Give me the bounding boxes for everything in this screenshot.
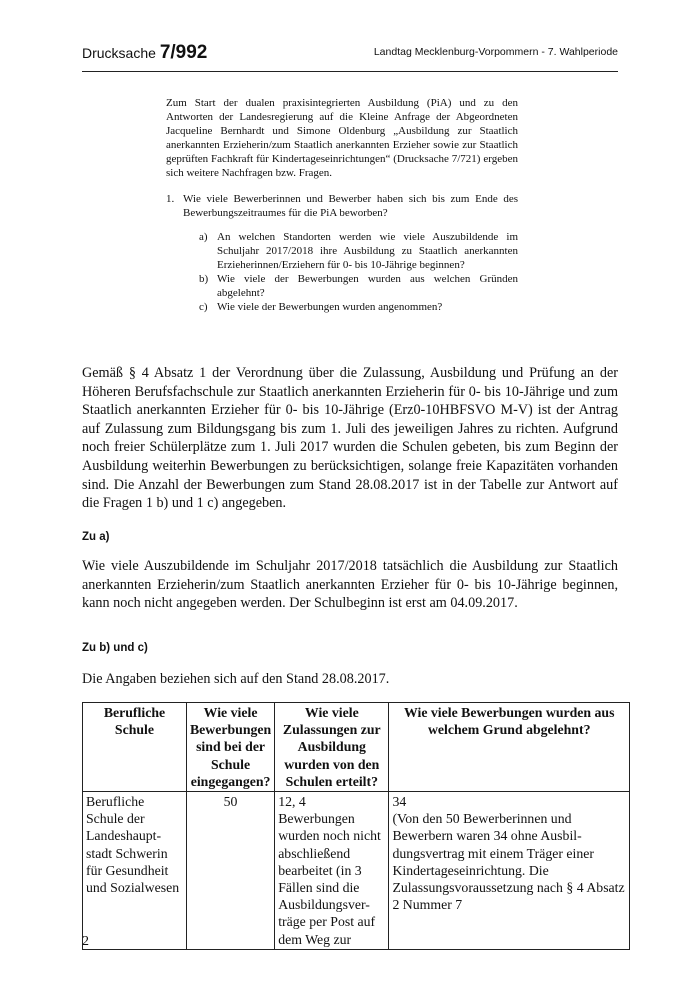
applications-table <box>82 702 630 950</box>
sub-question-text: Wie viele der Bewerbungen wurden angenommen? <box>217 301 443 313</box>
sub-question-b <box>183 272 518 300</box>
sub-question-text: An welchen Standorten werden wie viele Auszubildende im Schuljahr 2017/2018 ihre Ausbildung zu Staatlich anerkannten Erzieherinnen/Erziehern für 0- bis 10-Jährige beginnen? <box>217 231 518 271</box>
section-bc-heading: Zu b) und c) <box>82 642 148 654</box>
page-number: 2 <box>82 934 89 949</box>
cell-admissions: 12, 4 Bewerbungen wurden noch nicht abschließend bearbeitet (in 3 Fällen sind die Ausbildungsver-träge per Post auf dem Weg zur <box>275 792 389 950</box>
table-header-row <box>83 703 630 792</box>
column-header-school: Berufliche Schule <box>83 703 187 792</box>
section-a-heading: Zu a) <box>82 531 110 543</box>
section-bc-paragraph: Die Angaben beziehen sich auf den Stand 28.08.2017. <box>82 671 390 687</box>
document-reference <box>82 42 207 64</box>
sub-question-list <box>183 230 518 314</box>
cell-rejected <box>389 792 630 950</box>
sub-question-c <box>183 300 518 314</box>
rejected-reason: (Von den 50 Bewerberinnen und Bewerbern waren 34 ohne Ausbil-dungsvertrag mit einem Träger einer Kindertageseinrichtung. Die Zulassungsvoraussetzung nach § 4 Absatz 2 Nummer 7 <box>392 811 625 913</box>
sub-question-letter: b) <box>199 273 209 285</box>
question-item <box>166 192 518 314</box>
question-number: 1. <box>166 193 175 205</box>
doc-number: 7/992 <box>159 42 208 63</box>
sub-question-letter: a) <box>199 231 208 243</box>
question-intro: Zum Start der dualen praxisintegrierten Ausbildung (PiA) und zu den Antworten der Landesregierung auf die Kleine Anfrage der Abgeordneten Jacqueline Bernhardt und Simone Oldenburg „Ausbildung zur Staatlich anerkannten Erzieherin/zum Staatlich anerkannten Erzieher sowie zur Staatlich geprüften Fachkraft für Kindertageseinrichtungen“ (Drucksache 7/721) ergeben sich weitere Nachfragen bzw. Fragen. <box>166 97 518 179</box>
doc-label: Drucksache <box>82 45 156 61</box>
page-header <box>82 40 618 62</box>
table-row <box>83 792 630 950</box>
column-header-admissions: Wie viele Zulassungen zur Ausbildung wurden von den Schulen erteilt? <box>275 703 389 792</box>
question-text: Wie viele Bewerberinnen und Bewerber haben sich bis zum Ende des Bewerbungszeitraumes für die PiA beworben? <box>183 193 518 219</box>
sub-question-text: Wie viele der Bewerbungen wurden aus welchen Gründen abgelehnt? <box>217 273 518 299</box>
rejected-count: 34 <box>392 794 407 810</box>
cell-school: Berufliche Schule der Landeshaupt-stadt Schwerin für Gesundheit und Sozialwesen <box>83 792 187 950</box>
institution-name: Landtag Mecklenburg-Vorpommern - 7. Wahlperiode <box>373 46 618 58</box>
column-header-received: Wie viele Bewerbungen sind bei der Schule eingegangen? <box>186 703 274 792</box>
question-block <box>166 96 518 314</box>
section-a-paragraph: Wie viele Auszubildende im Schuljahr 2017/2018 tatsächlich die Ausbildung zur Staatlich anerkannten Erzieherin/zum Staatlich anerkannten Erzieher für 0- bis 10-Jährige beginnen, kann noch nicht angegeben werden. Der Schulbeginn ist erst am 04.09.2017. <box>82 558 618 612</box>
sub-question-a <box>183 230 518 272</box>
cell-received: 50 <box>186 792 274 950</box>
sub-question-letter: c) <box>199 301 208 313</box>
answer-main-paragraph: Gemäß § 4 Absatz 1 der Verordnung über die Zulassung, Ausbildung und Prüfung an der Höheren Berufsfachschule zur Staatlich anerkannten Erzieherin für 0- bis 10-Jährige und zum Staatlich anerkannten Erzieher für 0- bis 10-Jährige (Erz0-10HBFSVO M-V) ist der Antrag auf Zulassung zum Bildungsgang bis zum 1. Juli des jeweiligen Jahres zu richten. Aufgrund noch freier Schülerplätze zum 1. Juli 2017 wurden die Schulen gebeten, bis zum Beginn der Ausbildung weiterhin Bewerbungen zu berücksichtigen, solange freie Kapazitäten vorhanden sind. Die Anzahl der Bewerbungen zum Stand 28.08.2017 ist in der Tabelle zur Antwort auf die Fragen 1 b) und 1 c) angegeben. <box>82 365 618 512</box>
column-header-rejected: Wie viele Bewerbungen wurden aus welchem Grund abgelehnt? <box>389 703 630 792</box>
header-divider <box>82 71 618 72</box>
